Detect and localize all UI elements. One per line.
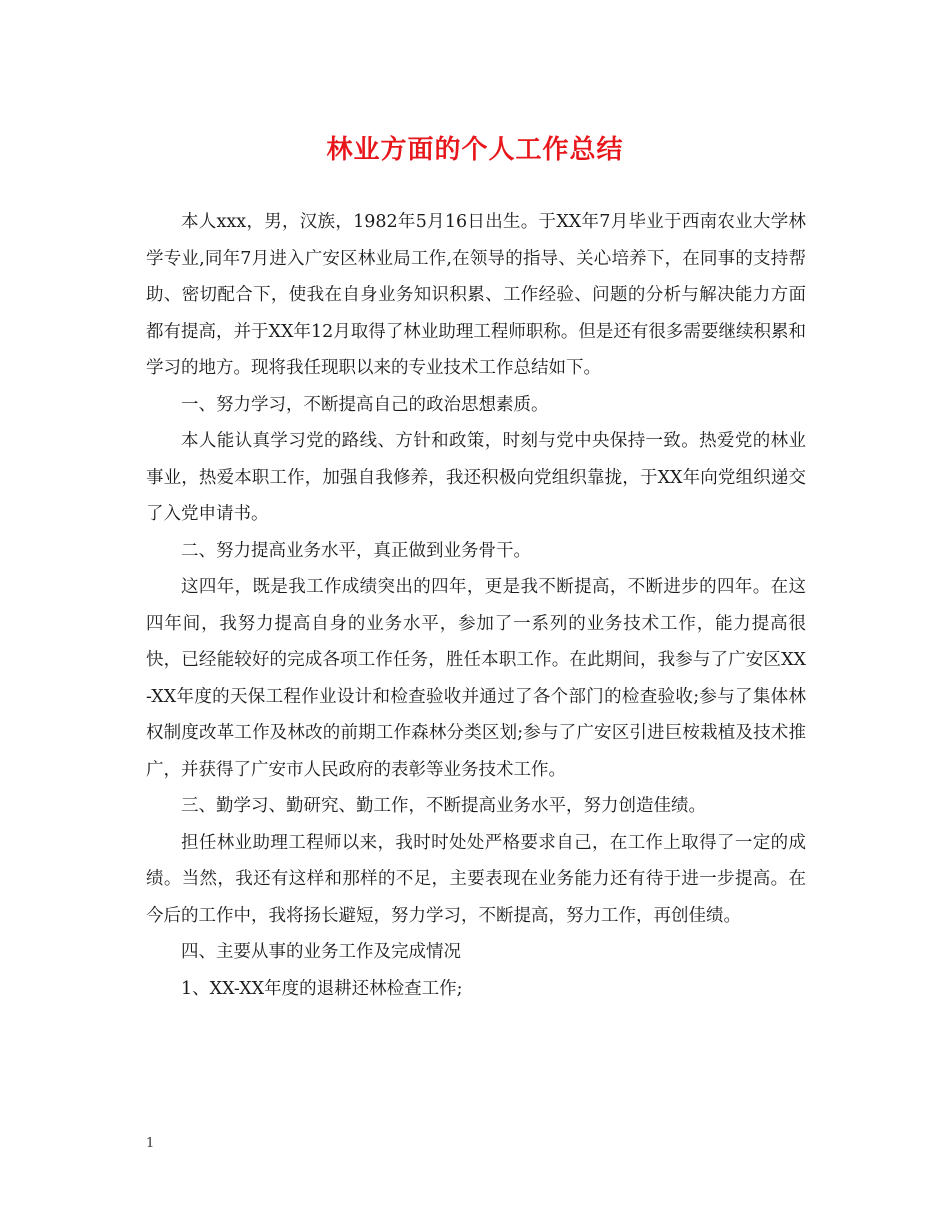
paragraph-section-3: 担任林业助理工程师以来，我时时处处严格要求自己，在工作上取得了一定的成绩。当然，我还有这样和那样的不足，主要表现在业务能力还有待于进一步提高。在今后的工作中，我将扬长避短，努力学习，不断提高，努力工作，再创佳绩。	[146, 832, 806, 926]
list-item-1: 1、XX-XX年度的退耕还林检查工作;	[181, 978, 463, 999]
paragraph-intro: 本人xxx，男，汉族，1982年5月16日出生。于XX年7月毕业于西南农业大学林学专业,同年7月进入广安区林业局工作,在领导的指导、关心培养下，在同事的支持帮助、密切配合下，使我在自身业务知识积累、工作经验、问题的分析与解决能力方面都有提高，并于XX年12月取得了林业助理工程师职称。但是还有很多需要继续积累和学习的地方。现将我任现职以来的专业技术工作总结如下。	[146, 212, 806, 378]
section-heading-1: 一、努力学习，不断提高自己的政治思想素质。	[181, 394, 549, 415]
paragraph-section-2: 这四年，既是我工作成绩突出的四年，更是我不断提高，不断进步的四年。在这四年间，我努力提高自身的业务水平，参加了一系列的业务技术工作，能力提高很快，已经能较好的完成各项工作任务，胜任本职工作。在此期间，我参与了广安区XX-XX年度的天保工程作业设计和检查验收并通过了各个部门的检查验收;参与了集体林权制度改革工作及林改的前期工作森林分类区划;参与了广安区引进巨桉栽植及技术推广，并获得了广安市人民政府的表彰等业务技术工作。	[146, 577, 806, 780]
paragraph-section-1: 本人能认真学习党的路线、方针和政策，时刻与党中央保持一致。热爱党的林业事业，热爱本职工作，加强自我修养，我还积极向党组织靠拢，于XX年向党组织递交了入党申请书。	[146, 431, 806, 524]
section-heading-2: 二、努力提高业务水平，真正做到业务骨干。	[181, 540, 531, 561]
document-body	[146, 204, 806, 1007]
section-heading-4: 四、主要从事的业务工作及完成情况	[181, 942, 461, 962]
page-title: 林业方面的个人工作总结	[326, 135, 624, 165]
page-number: 1	[146, 1136, 155, 1151]
section-heading-3: 三、勤学习、勤研究、勤工作，不断提高业务水平，努力创造佳绩。	[181, 796, 706, 816]
